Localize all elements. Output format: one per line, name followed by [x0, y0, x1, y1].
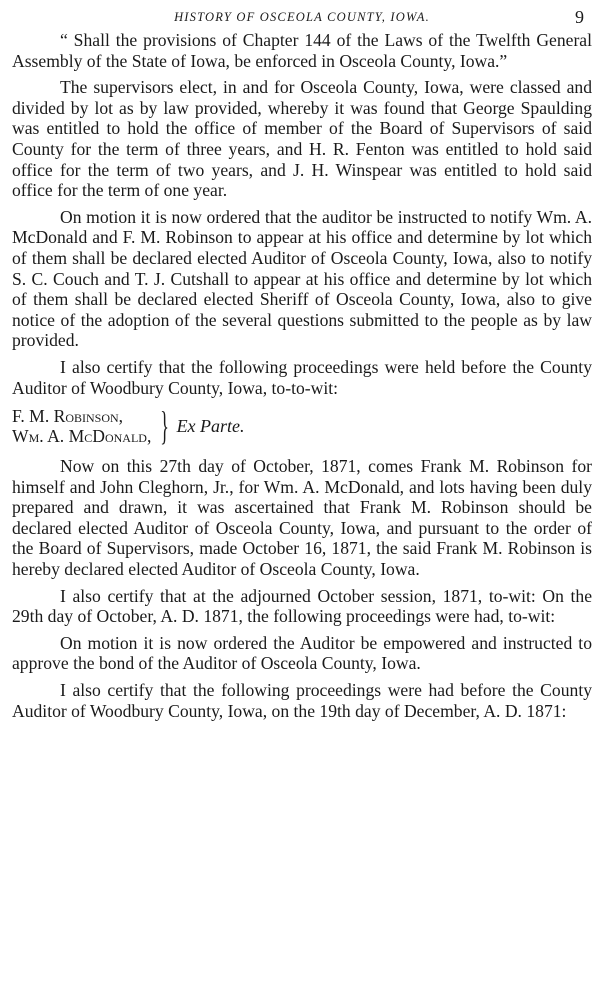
- page-header: [12, 8, 592, 30]
- paragraph-quoted-question: “ Shall the provisions of Chapter 144 of the Laws of the Twelfth General Assembly of the State of Iowa, be enforced in Osceola County, Iowa.”: [12, 30, 592, 71]
- party-robinson: F. M. Robinson,: [12, 406, 124, 427]
- brace-icon: }: [160, 403, 170, 449]
- paragraph-certify-proceedings: I also certify that the following proceedings were held before the County Auditor of Woodbury County, Iowa, to-to-wit:: [12, 356, 592, 398]
- paragraph-december-proceedings: I also certify that the following proceedings were had before the County Auditor of Woodbury County, Iowa, on the 19th day of December, A. D. 1871:: [12, 680, 592, 721]
- paragraph-approve-bond: On motion it is now ordered the Auditor be empowered and instructed to approve the bond of the Auditor of Osceola County, Iowa.: [12, 632, 592, 674]
- paragraph-supervisors-classed: The supervisors elect, in and for Osceola County, Iowa, were classed and divided by lot as by law provided, whereby it was found that George Spaulding was entitled to hold the office of member of the Board of Supervisors of said County for the term of three years, and H. R. Fenton was entitled to hold said office for the term of two years, and J. H. Winspear was entitled to hold said office for the term of one year.: [12, 77, 592, 201]
- case-caption: [12, 403, 592, 449]
- paragraph-lots-drawn: Now on this 27th day of October, 1871, comes Frank M. Robinson for himself and John Cleghorn, Jr., for Wm. A. McDonald, and lots having been duly prepared and drawn, it was ascertained that Frank M. Robinson should be declared elected Auditor of Osceola County, Iowa, and pursuant to the order of the Board of Supervisors, made October 16, 1871, the said Frank M. Robinson is hereby declared elected Auditor of Osceola County, Iowa.: [12, 456, 592, 580]
- running-title: HISTORY OF OSCEOLA COUNTY, IOWA.: [174, 10, 430, 24]
- party-mcdonald: Wm. A. McDonald,: [12, 426, 152, 447]
- page-number: 9: [575, 7, 584, 27]
- case-label: Ex Parte.: [176, 415, 245, 436]
- page-body: [12, 30, 592, 721]
- paragraph-motion-notify: On motion it is now ordered that the auditor be instructed to notify Wm. A. McDonald and F. M. Robinson to appear at his office and determine by lot which of them shall be declared elected Auditor of Osceola County, Iowa, also to notify S. C. Couch and T. J. Cutshall to appear at his office and determine by lot which of them shall be declared elected Sheriff of Osceola County, Iowa, also to give notice of the adoption of the several questions submitted to the people as by law provided.: [12, 206, 592, 351]
- case-parties: [12, 406, 151, 446]
- paragraph-adjourned-session: I also certify that at the adjourned October session, 1871, to-wit: On the 29th day of October, A. D. 1871, the following proceedings were had, to-wit:: [12, 585, 592, 627]
